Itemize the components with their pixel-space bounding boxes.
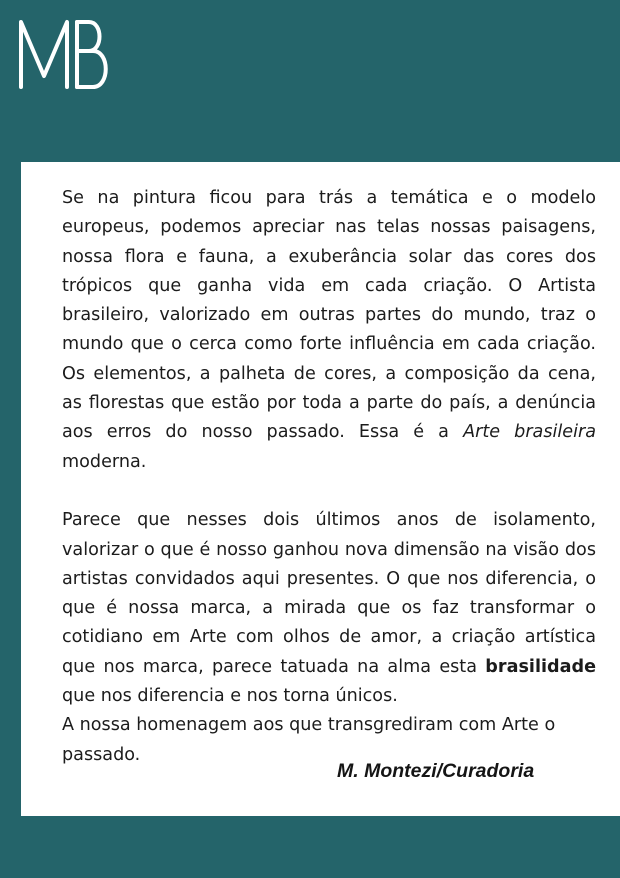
paragraph-1 — [62, 184, 596, 477]
body-text — [62, 184, 596, 770]
text-card — [21, 162, 620, 816]
mb-logo — [17, 18, 113, 90]
paragraph-1-end: moderna. — [62, 451, 147, 472]
paragraph-gap — [62, 477, 596, 506]
arte-brasileira-emphasis: Arte brasileira — [463, 422, 597, 443]
paragraph-2 — [62, 506, 596, 711]
signature: M. Montezi/Curadoria — [337, 760, 535, 782]
paragraph-2-end: que nos diferencia e nos torna únicos. — [62, 686, 398, 707]
paragraph-2-text: Parece que nesses dois últimos anos de isolamento, valorizar o que é nosso ganhou nova dimensão na visão dos artistas convidados aqui presentes. O que nos diferencia, o que é nossa marca, a mirada que os faz transformar o cotidiano em Arte com olhos de amor, a criação artística que nos marca, parece tatuada na alma esta — [62, 510, 596, 677]
paragraph-1-text: Se na pintura ficou para trás a temática e o modelo europeus, podemos apreciar nas telas nossas paisagens, nossa flora e fauna, a exuberância solar das cores dos trópicos que ganha vida em cada criação. O Artista brasileiro, valorizado em outras partes do mundo, traz o mundo que o cerca como forte influência em cada criação. Os elementos, a palheta de cores, a composição da cena, as florestas que estão por toda a parte do país, a denúncia aos erros do nosso passado. Essa é a — [62, 188, 596, 443]
closing-line: A nossa homenagem aos que transgrediram com Arte o passado. — [62, 715, 556, 765]
brasilidade-strong: brasilidade — [485, 656, 596, 677]
mb-logo-mark — [17, 18, 113, 90]
